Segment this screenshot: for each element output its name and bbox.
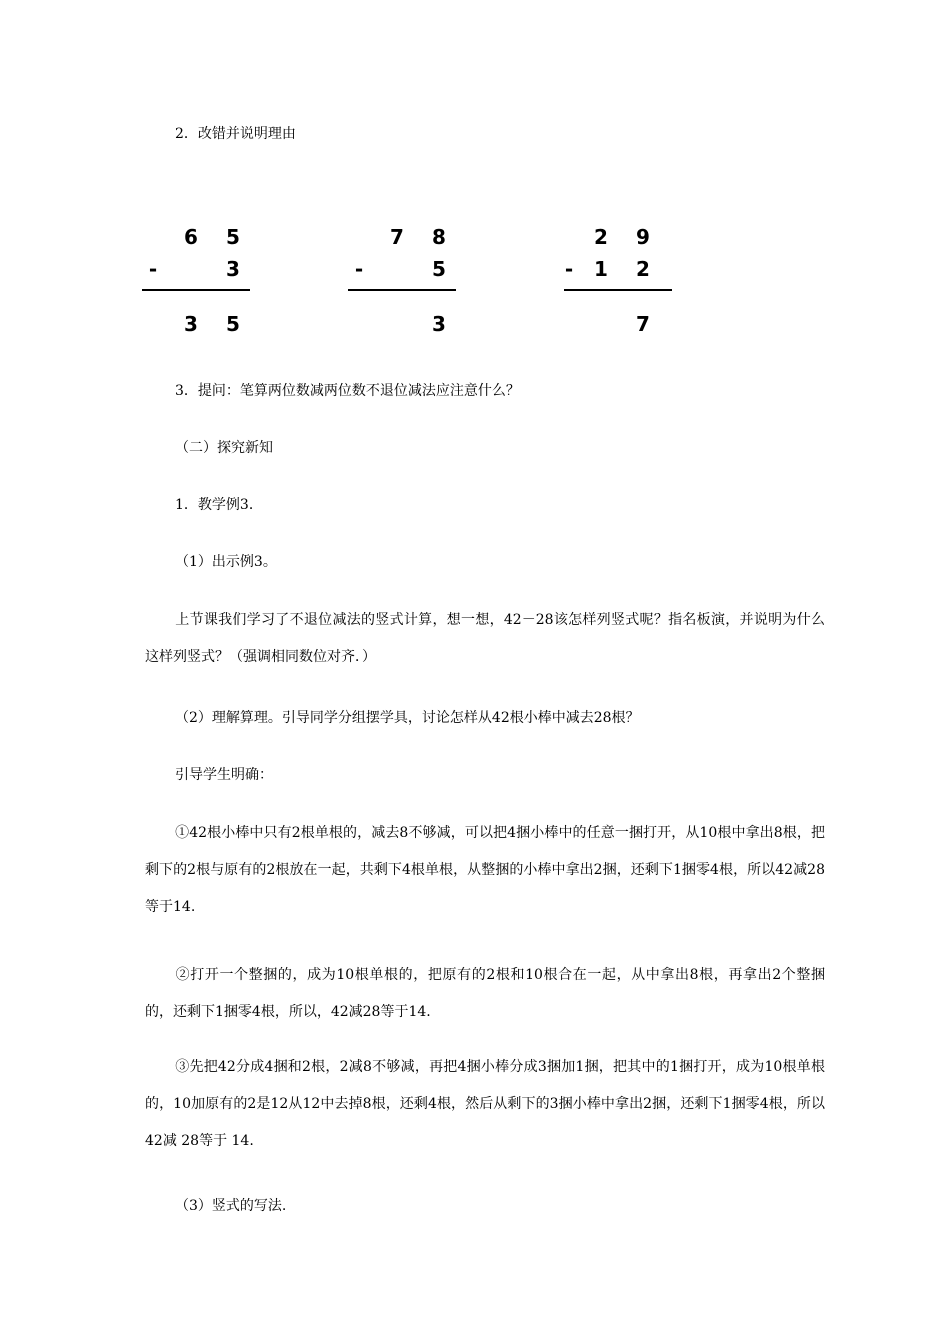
- sum-line: [142, 289, 250, 291]
- top-ones-digit: 9: [636, 225, 650, 249]
- method-2-paragraph: [145, 957, 825, 1031]
- paragraph-intro-text: 上节课我们学习了不退位减法的竖式计算，想一想，42－28该怎样列竖式呢？指名板演，并说明为什么这样列竖式？（强调相同数位对齐．）: [145, 612, 825, 665]
- bottom-ones-digit: 5: [432, 257, 446, 281]
- section-heading-explore: （二）探究新知: [175, 440, 273, 456]
- item-1-heading: 1．教学例3．: [175, 497, 263, 513]
- method-1-paragraph: [145, 815, 825, 926]
- top-ones-digit: 5: [226, 225, 240, 249]
- subtraction-problem-1: [140, 225, 280, 340]
- minus-sign: -: [148, 257, 158, 281]
- sum-line: [564, 289, 672, 291]
- subtraction-problem-3: [560, 225, 700, 340]
- sub-item-2: （2）理解算理。引导同学分组摆学具，讨论怎样从42根小棒中减去28根？: [175, 710, 640, 726]
- sub-item-3: （3）竖式的写法.: [175, 1198, 287, 1214]
- method-1-text: ①42根小棒中只有2根单根的，减去8不够减，可以把4捆小棒中的任意一捆打开，从10根中拿出8根，把剩下的2根与原有的2根放在一起，共剩下4根单根，从整捆的小棒中拿出2捆，还剩下1捆零4根，所以42减28等于14.: [145, 825, 825, 915]
- subtraction-problem-2: [346, 225, 486, 340]
- result-ones-digit: 3: [432, 312, 446, 336]
- top-tens-digit: 2: [594, 225, 608, 249]
- exercise-2-heading: 2．改错并说明理由: [175, 126, 296, 142]
- minus-sign: -: [564, 257, 574, 281]
- top-ones-digit: 8: [432, 225, 446, 249]
- sum-line: [348, 289, 456, 291]
- paragraph-intro: [145, 602, 825, 676]
- result-ones-digit: 5: [226, 312, 240, 336]
- result-ones-digit: 7: [636, 312, 650, 336]
- bottom-ones-digit: 3: [226, 257, 240, 281]
- method-3-paragraph: [145, 1049, 825, 1160]
- bottom-ones-digit: 2: [636, 257, 650, 281]
- top-tens-digit: 7: [390, 225, 404, 249]
- sub-item-1: （1）出示例3。: [175, 554, 277, 570]
- method-3-text: ③先把42分成4捆和2根，2减8不够减，再把4捆小棒分成3捆加1捆，把其中的1捆打开，成为10根单根的，10加原有的2是12从12中去掉8根，还剩4根，然后从剩下的3捆小棒中拿出2捆，还剩下1捆零4根，所以 42减 28等于 14.: [145, 1059, 825, 1149]
- guide-line: 引导学生明确：: [175, 767, 273, 783]
- question-3: 3．提问：笔算两位数减两位数不退位减法应注意什么？: [175, 383, 520, 399]
- top-tens-digit: 6: [184, 225, 198, 249]
- method-2-text: ②打开一个整捆的，成为10根单根的，把原有的2根和10根合在一起，从中拿出8根，再拿出2个整捆的，还剩下1捆零4根，所以，42减28等于14.: [145, 967, 825, 1020]
- minus-sign: -: [354, 257, 364, 281]
- bottom-tens-digit: 1: [594, 257, 608, 281]
- result-tens-digit: 3: [184, 312, 198, 336]
